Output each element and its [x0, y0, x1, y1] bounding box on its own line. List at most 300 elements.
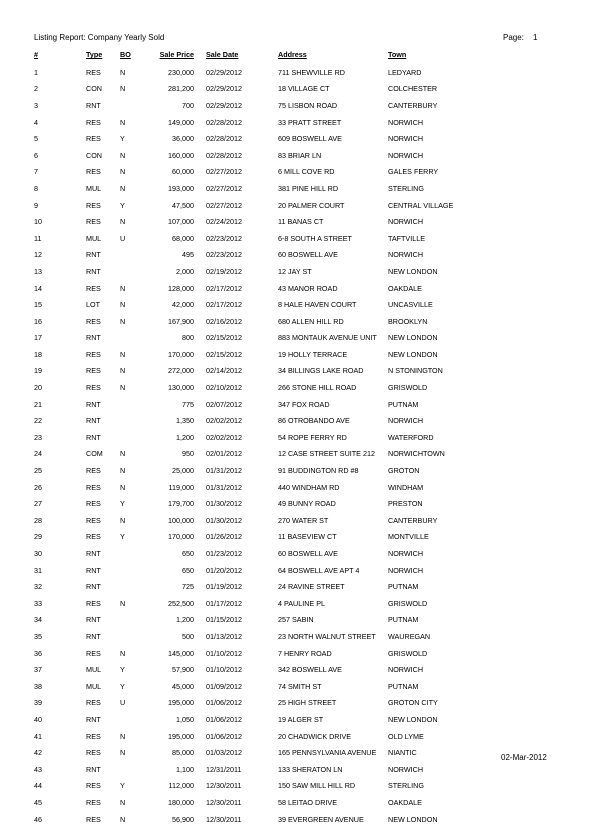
town-cell: TAFTVILLE: [388, 233, 426, 243]
sale-date-cell: 12/30/2011: [206, 814, 242, 824]
sale-date-cell: 01/15/2012: [206, 615, 242, 625]
address-cell: 883 MONTAUK AVENUE UNIT: [278, 333, 377, 343]
type-cell: RNT: [86, 714, 101, 724]
sale-price-cell: 170,000: [168, 349, 194, 359]
type-cell: RNT: [86, 631, 101, 641]
bo-cell: N: [120, 349, 126, 359]
sale-price-cell: 1,350: [176, 416, 194, 426]
sale-date-cell: 02/28/2012: [206, 150, 242, 160]
town-cell: BROOKLYN: [388, 316, 428, 326]
bo-cell: N: [120, 300, 126, 310]
type-cell: RES: [86, 349, 101, 359]
town-cell: GROTON CITY: [388, 698, 438, 708]
sale-price-cell: 25,000: [172, 466, 194, 476]
sale-price-cell: 160,000: [168, 150, 194, 160]
address-cell: 8 HALE HAVEN COURT: [278, 300, 357, 310]
sale-price-cell: 56,900: [172, 814, 194, 824]
type-cell: RNT: [86, 250, 101, 260]
table-row: [34, 346, 488, 363]
type-cell: RES: [86, 532, 101, 542]
sale-price-cell: 650: [182, 549, 194, 559]
bo-cell: [120, 97, 142, 114]
sale-price-cell: 167,900: [168, 316, 194, 326]
table-row: [34, 578, 488, 595]
sale-price-cell: 252,500: [168, 598, 194, 608]
town-cell: GRISWOLD: [388, 598, 428, 608]
town-cell: OAKDALE: [388, 283, 422, 293]
sale-date-cell: 01/26/2012: [206, 532, 242, 542]
sale-date-cell: 01/03/2012: [206, 748, 242, 758]
footer-date: 02-Mar-2012: [501, 753, 547, 762]
town-cell: MONTVILLE: [388, 532, 429, 542]
address-cell: 19 ALGER ST: [278, 714, 324, 724]
address-cell: 86 OTROBANDO AVE: [278, 416, 350, 426]
table-row: [34, 479, 488, 496]
type-cell: RES: [86, 316, 101, 326]
row-number: 1: [34, 67, 38, 77]
address-cell: 150 SAW MILL HILL RD: [278, 781, 356, 791]
table-row: [34, 761, 488, 778]
sale-date-cell: 02/01/2012: [206, 449, 242, 459]
address-cell: 34 BILLINGS LAKE ROAD: [278, 366, 364, 376]
bo-cell: N: [120, 748, 126, 758]
address-cell: 342 BOSWELL AVE: [278, 665, 342, 675]
sale-price-cell: 1,100: [176, 764, 194, 774]
sale-date-cell: 02/17/2012: [206, 283, 242, 293]
address-cell: 11 BASEVIEW CT: [278, 532, 337, 542]
row-number: 5: [34, 134, 38, 144]
row-number: 43: [34, 764, 42, 774]
row-number: 14: [34, 283, 42, 293]
town-cell: NORWICH: [388, 565, 424, 575]
table-row: [34, 247, 488, 264]
town-cell: GALES FERRY: [388, 167, 439, 177]
table-row: [34, 97, 488, 114]
row-number: 23: [34, 432, 42, 442]
table-row: [34, 711, 488, 728]
type-cell: MUL: [86, 183, 102, 193]
type-cell: RES: [86, 814, 101, 824]
sale-price-cell: 60,000: [172, 167, 194, 177]
sale-date-cell: 02/27/2012: [206, 167, 242, 177]
row-number: 28: [34, 515, 42, 525]
sale-price-cell: 68,000: [172, 233, 194, 243]
table-row: [34, 164, 488, 181]
town-cell: NORWICH: [388, 150, 424, 160]
bo-cell: N: [120, 84, 126, 94]
type-cell: RNT: [86, 432, 101, 442]
sale-price-cell: 650: [182, 565, 194, 575]
sale-price-cell: 107,000: [168, 217, 194, 227]
sale-price-cell: 1,200: [176, 615, 194, 625]
type-cell: RNT: [86, 100, 101, 110]
address-cell: 75 LISBON ROAD: [278, 100, 338, 110]
town-cell: WAUREGAN: [388, 631, 431, 641]
type-cell: RES: [86, 283, 101, 293]
sale-date-cell: 01/30/2012: [206, 515, 242, 525]
sale-date-cell: 02/17/2012: [206, 300, 242, 310]
row-number: 33: [34, 598, 42, 608]
sale-date-cell: 01/13/2012: [206, 631, 242, 641]
type-cell: RES: [86, 781, 101, 791]
sale-date-cell: 02/02/2012: [206, 416, 242, 426]
bo-cell: [120, 396, 142, 413]
header-row: [34, 50, 488, 64]
col-header-sale-date: Sale Date: [206, 50, 239, 59]
type-cell: RNT: [86, 333, 101, 343]
address-cell: 680 ALLEN HILL RD: [278, 316, 344, 326]
town-cell: NEW LONDON: [388, 349, 438, 359]
sale-date-cell: 02/19/2012: [206, 266, 242, 276]
sale-price-cell: 193,000: [168, 183, 194, 193]
address-cell: 54 ROPE FERRY RD: [278, 432, 347, 442]
type-cell: RES: [86, 748, 101, 758]
row-number: 9: [34, 200, 38, 210]
address-cell: 270 WATER ST: [278, 515, 329, 525]
address-cell: 18 VILLAGE CT: [278, 84, 330, 94]
table-row: [34, 728, 488, 745]
bo-cell: N: [120, 283, 126, 293]
row-number: 37: [34, 665, 42, 675]
row-number: 38: [34, 681, 42, 691]
bo-cell: Y: [120, 681, 125, 691]
row-number: 25: [34, 466, 42, 476]
sale-price-cell: 800: [182, 333, 194, 343]
address-cell: 91 BUDDINGTON RD #8: [278, 466, 359, 476]
page-label: Page:: [503, 33, 524, 42]
sale-price-cell: 725: [182, 582, 194, 592]
table-row: [34, 313, 488, 330]
address-cell: 6 MILL COVE RD: [278, 167, 335, 177]
town-cell: NEW LONDON: [388, 266, 438, 276]
table-row: [34, 147, 488, 164]
town-cell: NIANTIC: [388, 748, 417, 758]
bo-cell: N: [120, 648, 126, 658]
sale-date-cell: 02/23/2012: [206, 250, 242, 260]
sale-price-cell: 1,200: [176, 432, 194, 442]
sale-date-cell: 02/15/2012: [206, 349, 242, 359]
sale-price-cell: 47,500: [172, 200, 194, 210]
town-cell: NORWICH: [388, 764, 424, 774]
table-row: [34, 412, 488, 429]
type-cell: RES: [86, 67, 101, 77]
sale-date-cell: 02/28/2012: [206, 134, 242, 144]
address-cell: 25 HIGH STREET: [278, 698, 337, 708]
table-row: [34, 678, 488, 695]
bo-cell: Y: [120, 781, 125, 791]
bo-cell: [120, 711, 142, 728]
sale-date-cell: 01/06/2012: [206, 731, 242, 741]
bo-cell: [120, 562, 142, 579]
col-header-bo: BO: [120, 50, 131, 59]
table-row: [34, 778, 488, 795]
address-cell: 60 BOSWELL AVE: [278, 250, 338, 260]
town-cell: WATERFORD: [388, 432, 434, 442]
sale-price-cell: 500: [182, 631, 194, 641]
row-number: 8: [34, 183, 38, 193]
address-cell: 20 PALMER COURT: [278, 200, 345, 210]
sale-date-cell: 01/30/2012: [206, 499, 242, 509]
type-cell: RNT: [86, 549, 101, 559]
sale-date-cell: 02/10/2012: [206, 383, 242, 393]
page-number: 1: [533, 33, 538, 42]
town-cell: OLD LYME: [388, 731, 424, 741]
sale-price-cell: 145,000: [168, 648, 194, 658]
type-cell: RES: [86, 117, 101, 127]
address-cell: 60 BOSWELL AVE: [278, 549, 338, 559]
row-number: 20: [34, 383, 42, 393]
row-number: 4: [34, 117, 38, 127]
address-cell: 33 PRATT STREET: [278, 117, 342, 127]
sale-price-cell: 230,000: [168, 67, 194, 77]
table-row: [34, 744, 488, 761]
table-row: [34, 661, 488, 678]
sale-price-cell: 950: [182, 449, 194, 459]
town-cell: LEDYARD: [388, 67, 422, 77]
type-cell: RES: [86, 482, 101, 492]
bo-cell: N: [120, 217, 126, 227]
bo-cell: N: [120, 449, 126, 459]
table-row: [34, 612, 488, 629]
sale-price-cell: 100,000: [168, 515, 194, 525]
bo-cell: N: [120, 466, 126, 476]
sale-date-cell: 12/30/2011: [206, 797, 242, 807]
town-cell: NEW LONDON: [388, 714, 438, 724]
sale-price-cell: 112,000: [168, 781, 194, 791]
bo-cell: [120, 578, 142, 595]
sale-date-cell: 01/10/2012: [206, 665, 242, 675]
sale-price-cell: 179,700: [168, 499, 194, 509]
row-number: 30: [34, 549, 42, 559]
table-row: [34, 64, 488, 81]
bo-cell: [120, 612, 142, 629]
bo-cell: U: [120, 233, 126, 243]
bo-cell: N: [120, 67, 126, 77]
sale-price-cell: 700: [182, 100, 194, 110]
sale-price-cell: 45,000: [172, 681, 194, 691]
type-cell: RES: [86, 731, 101, 741]
sale-date-cell: 02/16/2012: [206, 316, 242, 326]
table-row: [34, 429, 488, 446]
type-cell: RES: [86, 598, 101, 608]
row-number: 44: [34, 781, 42, 791]
table-row: [34, 263, 488, 280]
town-cell: PUTNAM: [388, 615, 419, 625]
sale-date-cell: 02/27/2012: [206, 183, 242, 193]
row-number: 11: [34, 233, 42, 243]
address-cell: 381 PINE HILL RD: [278, 183, 339, 193]
address-cell: 257 SABIN: [278, 615, 314, 625]
table-row: [34, 811, 488, 827]
address-cell: 711 SHEWVILLE RD: [278, 67, 345, 77]
sale-price-cell: 2,000: [176, 266, 194, 276]
sale-price-cell: 119,000: [168, 482, 194, 492]
sale-date-cell: 01/10/2012: [206, 648, 242, 658]
table-row: [34, 495, 488, 512]
town-cell: UNCASVILLE: [388, 300, 433, 310]
row-number: 12: [34, 250, 42, 260]
row-number: 19: [34, 366, 42, 376]
table-row: [34, 595, 488, 612]
table-row: [34, 114, 488, 131]
bo-cell: N: [120, 316, 126, 326]
bo-cell: N: [120, 814, 126, 824]
sale-price-cell: 180,000: [168, 797, 194, 807]
sale-date-cell: 02/23/2012: [206, 233, 242, 243]
address-cell: 74 SMITH ST: [278, 681, 322, 691]
row-number: 39: [34, 698, 42, 708]
row-number: 16: [34, 316, 42, 326]
type-cell: RES: [86, 698, 101, 708]
row-number: 3: [34, 100, 38, 110]
sale-price-cell: 281,200: [168, 84, 194, 94]
type-cell: MUL: [86, 233, 102, 243]
town-cell: NORWICH: [388, 665, 424, 675]
type-cell: COM: [86, 449, 103, 459]
town-cell: GRISWOLD: [388, 383, 428, 393]
town-cell: NORWICH: [388, 117, 424, 127]
row-number: 26: [34, 482, 42, 492]
sale-date-cell: 02/29/2012: [206, 84, 242, 94]
row-number: 17: [34, 333, 42, 343]
address-cell: 43 MANOR ROAD: [278, 283, 338, 293]
table-row: [34, 695, 488, 712]
type-cell: MUL: [86, 665, 102, 675]
listing-table: [34, 50, 488, 827]
table-row: [34, 512, 488, 529]
row-number: 32: [34, 582, 42, 592]
row-number: 13: [34, 266, 42, 276]
table-row: [34, 363, 488, 380]
bo-cell: N: [120, 117, 126, 127]
address-cell: 440 WINDHAM RD: [278, 482, 340, 492]
town-cell: NORWICH: [388, 416, 424, 426]
town-cell: WINDHAM: [388, 482, 424, 492]
bo-cell: U: [120, 698, 126, 708]
sale-date-cell: 12/31/2011: [206, 764, 242, 774]
bo-cell: N: [120, 150, 126, 160]
type-cell: LOT: [86, 300, 100, 310]
sale-price-cell: 775: [182, 399, 194, 409]
bo-cell: [120, 429, 142, 446]
sale-price-cell: 195,000: [168, 698, 194, 708]
sale-price-cell: 128,000: [168, 283, 194, 293]
col-header-town: Town: [388, 50, 407, 59]
sale-price-cell: 42,000: [172, 300, 194, 310]
address-cell: 12 CASE STREET SUITE 212: [278, 449, 375, 459]
type-cell: RNT: [86, 565, 101, 575]
town-cell: NORWICH: [388, 549, 424, 559]
row-number: 45: [34, 797, 42, 807]
sale-price-cell: 495: [182, 250, 194, 260]
table-row: [34, 396, 488, 413]
address-cell: 11 BANAS CT: [278, 217, 324, 227]
sale-date-cell: 01/20/2012: [206, 565, 242, 575]
table-row: [34, 296, 488, 313]
bo-cell: [120, 761, 142, 778]
address-cell: 58 LEITAO DRIVE: [278, 797, 337, 807]
address-cell: 347 FOX ROAD: [278, 399, 330, 409]
sale-date-cell: 02/29/2012: [206, 67, 242, 77]
sale-date-cell: 12/30/2011: [206, 781, 242, 791]
bo-cell: N: [120, 482, 126, 492]
sale-price-cell: 1,050: [176, 714, 194, 724]
table-row: [34, 230, 488, 247]
row-number: 34: [34, 615, 42, 625]
sale-date-cell: 01/19/2012: [206, 582, 242, 592]
type-cell: RES: [86, 167, 101, 177]
sale-date-cell: 02/27/2012: [206, 200, 242, 210]
type-cell: RES: [86, 466, 101, 476]
bo-cell: N: [120, 598, 126, 608]
row-number: 35: [34, 631, 42, 641]
row-number: 31: [34, 565, 42, 575]
row-number: 24: [34, 449, 42, 459]
bo-cell: N: [120, 366, 126, 376]
row-number: 2: [34, 84, 38, 94]
type-cell: RNT: [86, 399, 101, 409]
bo-cell: N: [120, 515, 126, 525]
town-cell: NEW LONDON: [388, 814, 438, 824]
address-cell: 609 BOSWELL AVE: [278, 134, 342, 144]
sale-date-cell: 02/14/2012: [206, 366, 242, 376]
col-header-type: Type: [86, 50, 103, 59]
table-row: [34, 794, 488, 811]
type-cell: RNT: [86, 615, 101, 625]
sale-date-cell: 01/31/2012: [206, 482, 242, 492]
address-cell: 7 HENRY ROAD: [278, 648, 332, 658]
sale-date-cell: 02/29/2012: [206, 100, 242, 110]
sale-date-cell: 02/24/2012: [206, 217, 242, 227]
row-number: 18: [34, 349, 42, 359]
town-cell: NORWICHTOWN: [388, 449, 445, 459]
sale-date-cell: 01/09/2012: [206, 681, 242, 691]
town-cell: STERLING: [388, 781, 424, 791]
sale-price-cell: 272,000: [168, 366, 194, 376]
town-cell: NORWICH: [388, 250, 424, 260]
type-cell: RES: [86, 200, 101, 210]
address-cell: 23 NORTH WALNUT STREET: [278, 631, 376, 641]
table-row: [34, 562, 488, 579]
row-number: 46: [34, 814, 42, 824]
row-number: 40: [34, 714, 42, 724]
town-cell: N STONINGTON: [388, 366, 443, 376]
table-row: [34, 645, 488, 662]
town-cell: NORWICH: [388, 217, 424, 227]
col-header-address: Address: [278, 50, 307, 59]
report-title: Listing Report: Company Yearly Sold: [34, 33, 165, 42]
bo-cell: Y: [120, 532, 125, 542]
type-cell: RES: [86, 383, 101, 393]
bo-cell: [120, 330, 142, 347]
table-row: [34, 130, 488, 147]
row-number: 21: [34, 399, 42, 409]
sale-price-cell: 85,000: [172, 748, 194, 758]
table-row: [34, 545, 488, 562]
type-cell: RNT: [86, 764, 101, 774]
town-cell: PRESTON: [388, 499, 423, 509]
bo-cell: Y: [120, 499, 125, 509]
bo-cell: N: [120, 731, 126, 741]
bo-cell: N: [120, 167, 126, 177]
address-cell: 64 BOSWELL AVE APT 4: [278, 565, 360, 575]
town-cell: COLCHESTER: [388, 84, 438, 94]
sale-date-cell: 01/06/2012: [206, 714, 242, 724]
row-number: 15: [34, 300, 42, 310]
type-cell: RNT: [86, 582, 101, 592]
row-number: 29: [34, 532, 42, 542]
town-cell: CENTRAL VILLAGE: [388, 200, 454, 210]
